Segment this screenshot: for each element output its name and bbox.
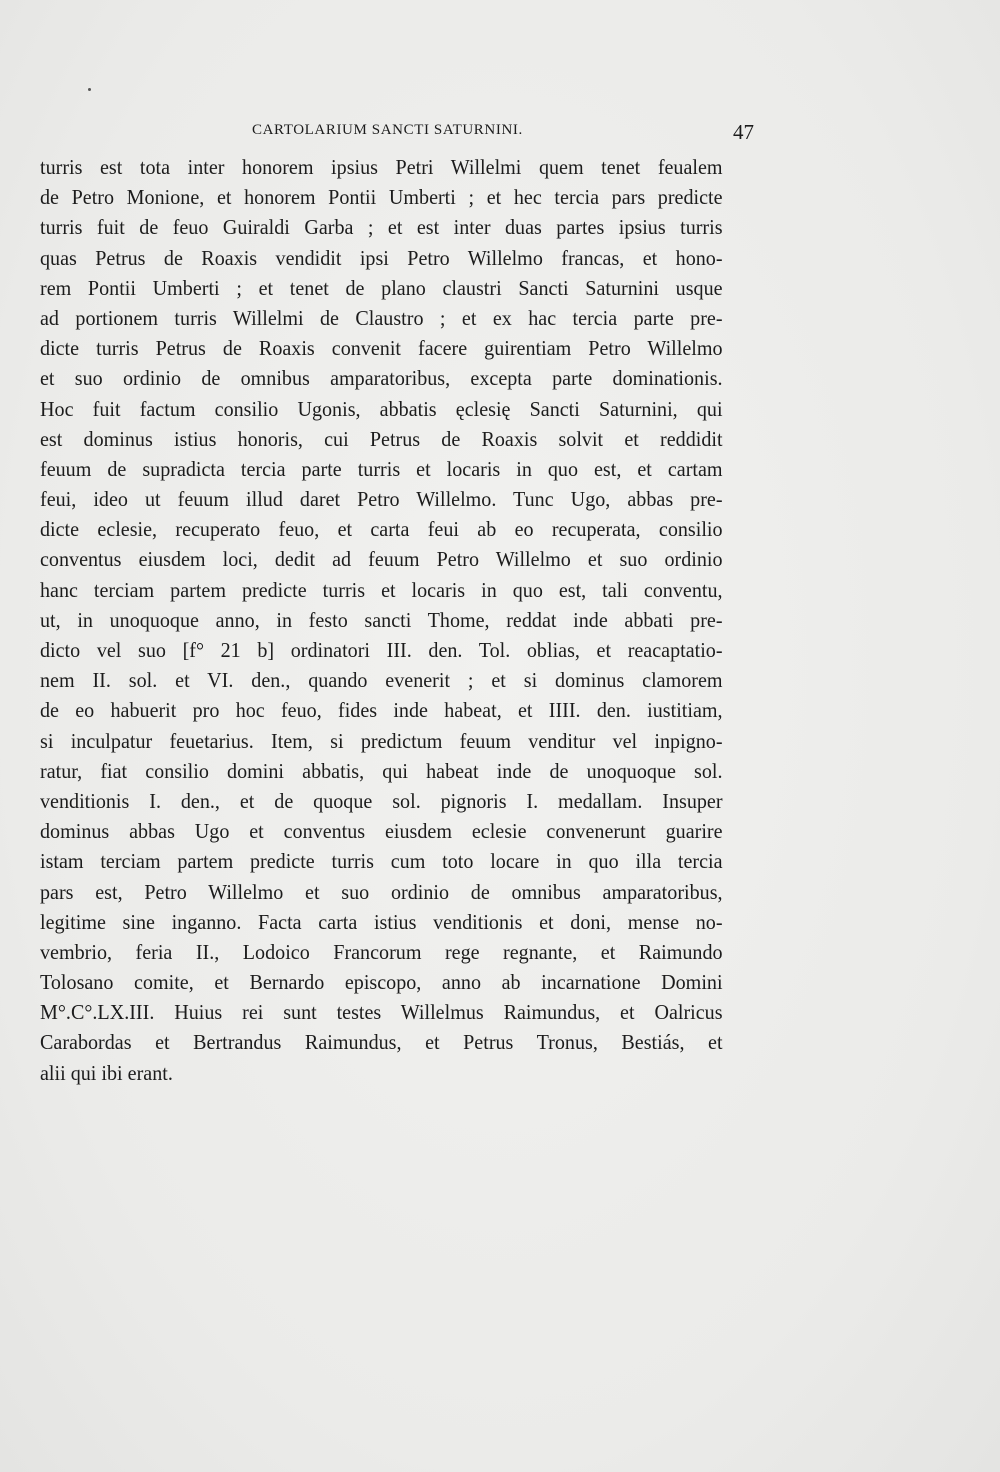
text-line: legitime sine inganno. Facta carta istius venditionis et doni, mense no- [40, 909, 723, 934]
body-text [40, 152, 723, 1088]
text-line: rem Pontii Umberti ; et tenet de plano claustri Sancti Saturnini usque [40, 275, 723, 300]
running-title: CARTOLARIUM SANCTI SATURNINI. [252, 122, 523, 138]
text-line: venditionis I. den., et de quoque sol. pignoris I. medallam. Insuper [40, 788, 723, 813]
text-line: si inculpatur feuetarius. Item, si predictum feuum venditur vel inpigno- [40, 728, 723, 753]
text-line: hanc terciam partem predicte turris et locaris in quo est, tali conventu, [40, 577, 723, 602]
text-line: alii qui ibi erant. [40, 1060, 173, 1085]
text-line: Hoc fuit factum consilio Ugonis, abbatis ęclesię Sancti Saturnini, qui [40, 396, 723, 421]
text-line: turris est tota inter honorem ipsius Petri Willelmi quem tenet feualem [40, 155, 723, 179]
text-line: Tolosano comite, et Bernardo episcopo, anno ab incarnatione Domini [40, 970, 723, 995]
text-line: nem II. sol. et VI. den., quando evenerit ; et si dominus clamorem [40, 668, 723, 693]
text-line: vembrio, feria II., Lodoico Francorum rege regnante, et Raimundo [40, 939, 723, 964]
text-line: quas Petrus de Roaxis vendidit ipsi Petro Willelmo francas, et hono- [40, 245, 723, 270]
text-line: dominus abbas Ugo et conventus eiusdem eclesie convenerunt guarire [40, 819, 723, 844]
text-line: turris fuit de feuo Guiraldi Garba ; et est inter duas partes ipsius turris [40, 215, 723, 240]
text-line: de eo habuerit pro hoc feuo, fides inde habeat, et IIII. den. iustitiam, [40, 698, 723, 723]
text-line: ad portionem turris Willelmi de Claustro ; et ex hac tercia parte pre- [40, 305, 723, 330]
text-line: dicto vel suo [f° 21 b] ordinatori III. den. Tol. oblias, et reacaptatio- [40, 638, 723, 662]
text-line: est dominus istius honoris, cui Petrus de Roaxis solvit et reddidit [40, 426, 723, 451]
text-line: conventus eiusdem loci, dedit ad feuum Petro Willelmo et suo ordinio [40, 547, 723, 572]
text-line: dicte turris Petrus de Roaxis convenit facere guirentiam Petro Willelmo [40, 336, 723, 361]
text-line: pars est, Petro Willelmo et suo ordinio de omnibus amparatoribus, [40, 879, 723, 904]
text-line: istam terciam partem predicte turris cum toto locare in quo illa tercia [40, 849, 723, 874]
text-line: de Petro Monione, et honorem Pontii Umberti ; et hec tercia pars predicte [40, 185, 723, 210]
page-header [252, 118, 754, 146]
page-number: 47 [733, 120, 754, 144]
text-line: et suo ordinio de omnibus amparatoribus, excepta parte dominationis. [40, 366, 723, 391]
text-line: ratur, fiat consilio domini abbatis, qui habeat inde de unoquoque sol. [40, 758, 723, 783]
text-line: feui, ideo ut feuum illud daret Petro Willelmo. Tunc Ugo, abbas pre- [40, 487, 723, 512]
text-line: M°.C°.LX.III. Huius rei sunt testes Willelmus Raimundus, et Oalricus [40, 1000, 723, 1025]
text-line: Carabordas et Bertrandus Raimundus, et Petrus Tronus, Bestiás, et [40, 1030, 723, 1055]
text-line: dicte eclesie, recuperato feuo, et carta feui ab eo recuperata, consilio [40, 517, 723, 542]
text-line: feuum de supradicta tercia parte turris et locaris in quo est, et cartam [40, 456, 723, 481]
text-line: ut, in unoquoque anno, in festo sancti Thome, reddat inde abbati pre- [40, 607, 723, 632]
ink-speck [88, 88, 91, 91]
